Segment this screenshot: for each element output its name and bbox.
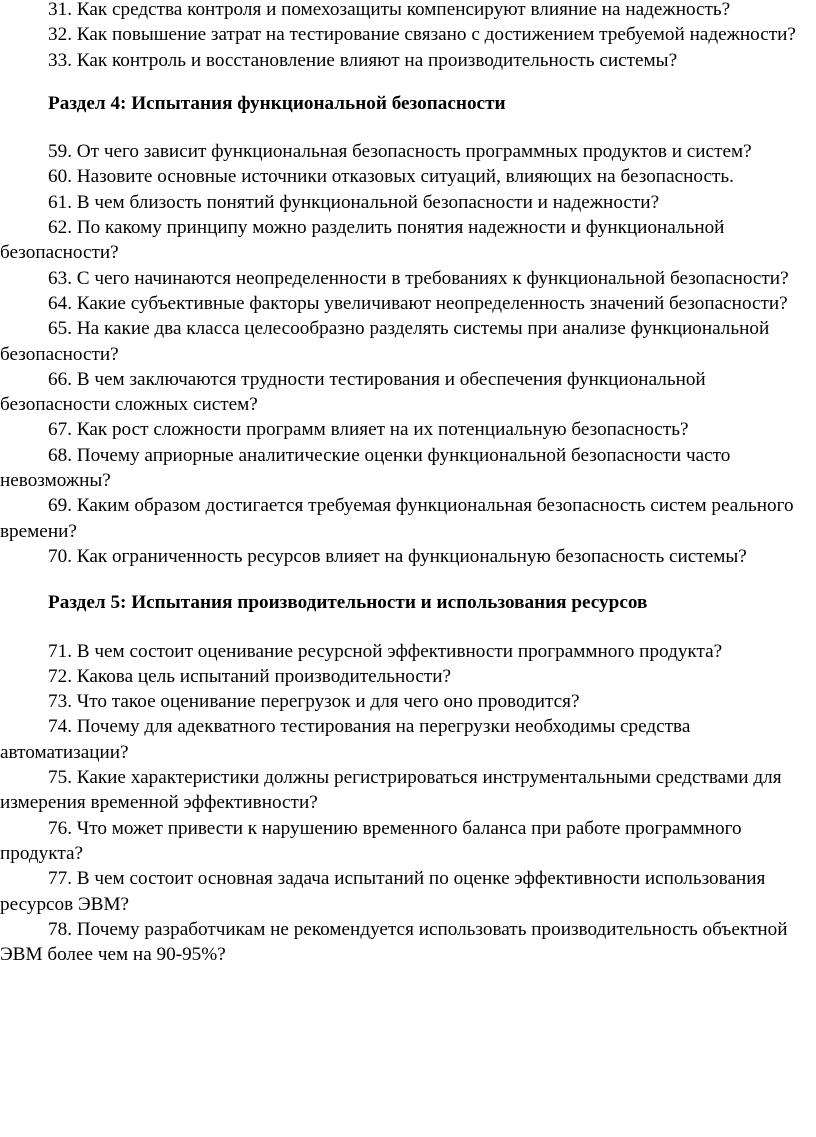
question-66: 66. В чем заключаются трудности тестирования и обеспечения функциональной безопасности сложных систем? (0, 368, 706, 416)
question-77: 77. В чем состоит основная задача испытаний по оценке эффективности использования ресурсов ЭВМ? (0, 868, 766, 915)
question-32: 32. Как повышение затрат на тестирование связано с достижением требуемой надежности? (48, 24, 796, 46)
question-69: 69. Каким образом достигается требуемая функциональная безопасность систем реального времени? (0, 495, 794, 542)
question-68: 68. Почему априорные аналитические оценки функциональной безопасности часто невозможны? (0, 444, 731, 492)
question-71: 71. В чем состоит оценивание ресурсной эффективности программного продукта? (48, 640, 723, 662)
question-31: 31. Как средства контроля и помехозащиты компенсируют влияние на надежность? (48, 0, 731, 20)
question-67: 67. Как рост сложности программ влияет на их потенциальную безопасность? (48, 419, 689, 441)
section-5-questions (0, 639, 812, 968)
question-70: 70. Как ограниченность ресурсов влияет на функциональную безопасность системы? (48, 545, 747, 567)
question-73: 73. Что такое оценивание перегрузок и для чего оно проводится? (48, 691, 580, 713)
question-74: 74. Почему для адекватного тестирования на перегрузки необходимы средства автоматизации? (0, 716, 691, 763)
section-5-heading: Раздел 5: Испытания производительности и использования ресурсов (48, 592, 648, 614)
question-76: 76. Что может привести к нарушению временного баланса при работе программного продукта? (0, 817, 742, 864)
question-78: 78. Почему разработчикам не рекомендуется использовать производительность объектной ЭВМ более чем на 90-95%? (0, 918, 788, 966)
question-63: 63. С чего начинаются неопределенности в требованиях к функциональной безопасности? (48, 267, 789, 289)
section-4-questions (0, 139, 812, 569)
question-60: 60. Назовите основные источники отказовых ситуаций, влияющих на безопасность. (48, 166, 734, 188)
question-65: 65. На какие два класса целесообразно разделять системы при анализе функциональной безопасности? (0, 318, 770, 365)
question-64: 64. Какие субъективные факторы увеличивают неопределенность значений безопасности? (48, 292, 788, 314)
question-62: 62. По какому принципу можно разделить понятия надежности и функциональной безопасности? (0, 217, 725, 264)
question-72: 72. Какова цель испытаний производительности? (48, 665, 452, 687)
question-75: 75. Какие характеристики должны регистрироваться инструментальными средствами для измерения временной эффективности? (0, 767, 782, 814)
question-33: 33. Как контроль и восстановление влияют на производительность системы? (48, 49, 678, 71)
questions-block-1 (0, 0, 812, 73)
section-4-heading: Раздел 4: Испытания функциональной безопасности (48, 92, 506, 114)
question-59: 59. От чего зависит функциональная безопасность программных продуктов и систем? (48, 141, 752, 163)
question-61: 61. В чем близость понятий функциональной безопасности и надежности? (48, 191, 660, 213)
